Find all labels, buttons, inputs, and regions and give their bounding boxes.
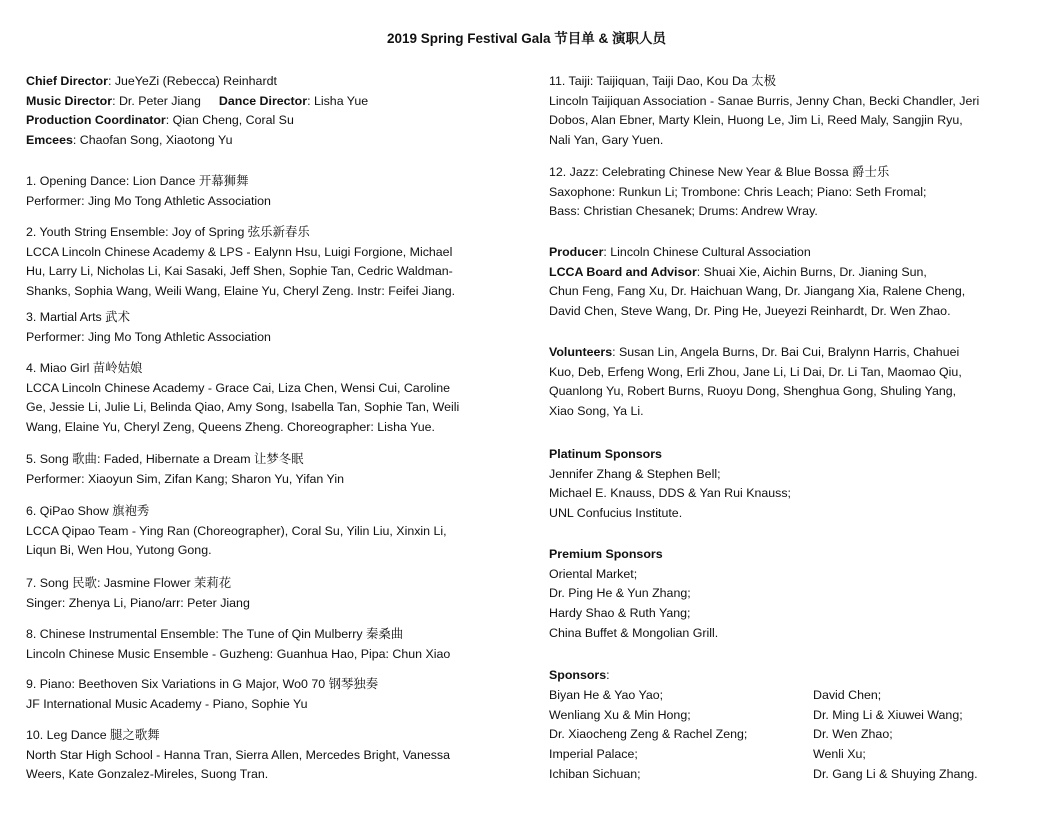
program-item-line: LCCA Lincoln Chinese Academy - Grace Cai, Liza Chen, Wensi Cui, Caroline (26, 380, 451, 395)
program-item-line: Hu, Larry Li, Nicholas Li, Kai Sasaki, Jeff Shen, Sophie Tan, Cedric Waldman- (26, 264, 453, 279)
directors-line: Music Director: Dr. Peter Jiang Dance Director: Lisha Yue (26, 93, 369, 108)
program-item-line: Weers, Kate Gonzalez-Mireles, Suong Tran. (26, 767, 269, 782)
program-item-line: Wang, Elaine Yu, Cheryl Zeng, Queens Zheng. Choreographer: Lisha Yue. (26, 420, 435, 435)
sponsors-right-list (813, 686, 1033, 785)
volunteers-line: Quanlong Yu, Robert Burns, Ruoyu Dong, Shenghua Gong, Shuling Yang, (549, 384, 957, 399)
program-item-line: Bass: Christian Chesanek; Drums: Andrew Wray. (549, 204, 818, 219)
program-item-2 (26, 223, 512, 302)
platinum-sponsors-heading: Platinum Sponsors (549, 447, 662, 461)
volunteers-block (549, 343, 1039, 422)
program-item-title: 2. Youth String Ensemble: Joy of Spring 弦乐新春乐 (26, 225, 310, 239)
program-item-3 (26, 308, 512, 347)
program-item-5 (26, 450, 512, 489)
program-item-11 (549, 72, 1039, 151)
volunteers-line: Kuo, Deb, Erfeng Wong, Erli Zhou, Jane Li, Li Dai, Dr. Li Tan, Maomao Qiu, (549, 364, 962, 379)
board-line: David Chen, Steve Wang, Dr. Ping He, Jueyezi Reinhardt, Dr. Wen Zhao. (549, 304, 951, 319)
sponsor-line: Jennifer Zhang & Stephen Bell; (549, 466, 721, 481)
program-item-line: JF International Music Academy - Piano, Sophie Yu (26, 696, 308, 711)
program-item-title: 12. Jazz: Celebrating Chinese New Year & Blue Bossa 爵士乐 (549, 165, 890, 179)
program-item-line: North Star High School - Hanna Tran, Sierra Allen, Mercedes Bright, Vanessa (26, 747, 451, 762)
program-item-7 (26, 574, 512, 613)
board-line: Chun Feng, Fang Xu, Dr. Haichuan Wang, Dr. Jiangang Xia, Ralene Cheng, (549, 284, 966, 299)
sponsors-block (549, 666, 1039, 796)
sponsor-line: Biyan He & Yao Yao; (549, 688, 664, 702)
sponsor-line: David Chen; (813, 688, 882, 702)
premium-sponsors-block (549, 545, 1039, 644)
program-item-title: 1. Opening Dance: Lion Dance 开幕狮舞 (26, 174, 249, 188)
program-item-title: 6. QiPao Show 旗袍秀 (26, 504, 150, 518)
program-item-title: 10. Leg Dance 腿之歌舞 (26, 728, 160, 742)
sponsor-line: UNL Confucius Institute. (549, 506, 683, 521)
sponsor-line: Dr. Ping He & Yun Zhang; (549, 586, 691, 601)
program-item-line: Liqun Bi, Wen Hou, Yutong Gong. (26, 543, 212, 558)
program-item-6 (26, 502, 512, 561)
program-item-line: Singer: Zhenya Li, Piano/arr: Peter Jiang (26, 595, 250, 610)
sponsor-line: Wenliang Xu & Min Hong; (549, 707, 691, 722)
emcees-line: Emcees: Chaofan Song, Xiaotong Yu (26, 133, 233, 148)
chief-director-line: Chief Director: JueYeZi (Rebecca) Reinhardt (26, 74, 277, 88)
program-item-9 (26, 675, 512, 714)
program-item-line: Lincoln Taijiquan Association - Sanae Burris, Jenny Chan, Becki Chandler, Jeri (549, 93, 980, 108)
program-item-title: 11. Taiji: Taijiquan, Taiji Dao, Kou Da 太极 (549, 74, 777, 88)
sponsors-left-list (549, 686, 804, 785)
premium-sponsors-heading: Premium Sponsors (549, 547, 663, 561)
program-item-line: Dobos, Alan Ebner, Marty Klein, Huong Le, Jim Li, Reed Maly, Sangjin Ryu, (549, 113, 963, 128)
program-item-line: LCCA Qipao Team - Ying Ran (Choreographer), Coral Su, Yilin Liu, Xinxin Li, (26, 523, 447, 538)
program-item-line: Shanks, Sophia Wang, Weili Wang, Elaine Yu, Cheryl Zeng. Instr: Feifei Jiang. (26, 284, 456, 299)
sponsor-line: Michael E. Knauss, DDS & Yan Rui Knauss; (549, 486, 791, 501)
program-item-4 (26, 359, 512, 438)
sponsor-line: Dr. Xiaocheng Zeng & Rachel Zeng; (549, 727, 748, 742)
producer-line: Producer: Lincoln Chinese Cultural Association (549, 245, 811, 259)
program-item-line: Nali Yan, Gary Yuen. (549, 133, 664, 148)
sponsor-line: China Buffet & Mongolian Grill. (549, 625, 719, 640)
sponsor-line: Dr. Gang Li & Shuying Zhang. (813, 766, 978, 781)
sponsor-line: Imperial Palace; (549, 747, 638, 762)
program-item-12 (549, 163, 1039, 222)
sponsor-line: Dr. Ming Li & Xiuwei Wang; (813, 707, 963, 722)
sponsor-line: Wenli Xu; (813, 747, 866, 762)
program-item-line: Performer: Xiaoyun Sim, Zifan Kang; Sharon Yu, Yifan Yin (26, 471, 344, 486)
program-item-1 (26, 172, 512, 211)
production-coordinator-line: Production Coordinator: Qian Cheng, Coral Su (26, 113, 294, 128)
sponsor-line: Hardy Shao & Ruth Yang; (549, 606, 691, 621)
program-item-title: 7. Song 民歌: Jasmine Flower 茉莉花 (26, 576, 232, 590)
program-item-line: LCCA Lincoln Chinese Academy & LPS - Ealynn Hsu, Luigi Forgione, Michael (26, 244, 453, 259)
document-title: 2019 Spring Festival Gala 节目单 & 演职人员 (386, 31, 667, 46)
board-line: LCCA Board and Advisor: Shuai Xie, Aichin Burns, Dr. Jianing Sun, (549, 264, 927, 279)
program-item-title: 4. Miao Girl 苗岭姑娘 (26, 361, 143, 375)
program-item-title: 3. Martial Arts 武术 (26, 310, 130, 324)
program-item-line: Saxophone: Runkun Li; Trombone: Chris Leach; Piano: Seth Fromal; (549, 184, 927, 199)
program-item-8 (26, 625, 512, 664)
sponsors-heading: Sponsors: (549, 668, 610, 682)
producer-block (549, 243, 1039, 322)
program-item-title: 9. Piano: Beethoven Six Variations in G Major, Wo0 70 钢琴独奏 (26, 677, 379, 691)
credits-block (26, 72, 512, 151)
program-item-line: Ge, Jessie Li, Julie Li, Belinda Qiao, Amy Song, Isabella Tan, Sophie Tan, Weili (26, 400, 460, 415)
program-item-title: 8. Chinese Instrumental Ensemble: The Tune of Qin Mulberry 秦桑曲 (26, 627, 404, 641)
volunteers-line: Volunteers: Susan Lin, Angela Burns, Dr. Bai Cui, Bralynn Harris, Chahuei (549, 345, 960, 359)
sponsor-line: Oriental Market; (549, 566, 638, 581)
program-item-title: 5. Song 歌曲: Faded, Hibernate a Dream 让梦冬眠 (26, 452, 304, 466)
program-item-line: Performer: Jing Mo Tong Athletic Association (26, 329, 271, 344)
sponsor-line: Dr. Wen Zhao; (813, 727, 893, 742)
sponsor-line: Ichiban Sichuan; (549, 766, 641, 781)
volunteers-line: Xiao Song, Ya Li. (549, 404, 644, 419)
program-item-10 (26, 726, 512, 785)
program-item-line: Performer: Jing Mo Tong Athletic Association (26, 193, 271, 208)
program-item-line: Lincoln Chinese Music Ensemble - Guzheng: Guanhua Hao, Pipa: Chun Xiao (26, 646, 451, 661)
platinum-sponsors-block (549, 445, 1039, 524)
